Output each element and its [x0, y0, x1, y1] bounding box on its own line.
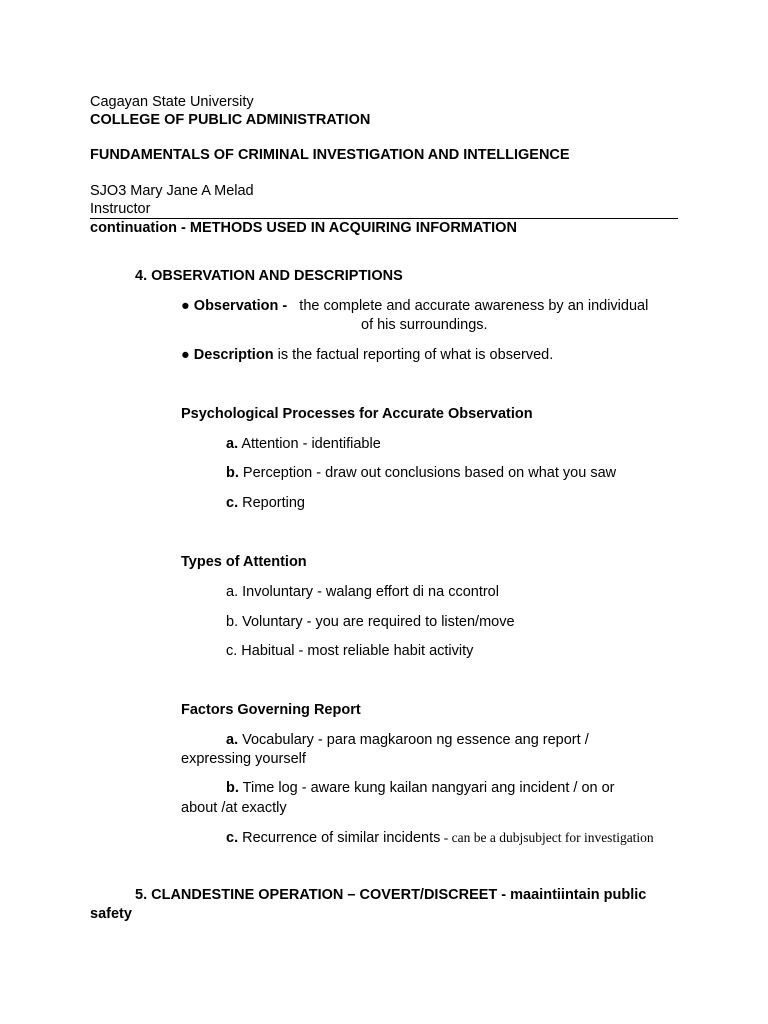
- factor-item-text: Time log - aware kung kailan nangyari ang incident / on or: [238, 780, 615, 796]
- description-def: is the factual reporting of what is observed.: [273, 347, 554, 363]
- observation-definition: [181, 297, 648, 315]
- psych-item-text: Perception - draw out conclusions based on what you saw: [238, 465, 617, 481]
- psych-item-letter: b.: [226, 465, 239, 481]
- factor-item-letter: b.: [226, 780, 239, 796]
- psych-item-a: [226, 435, 381, 453]
- instructor-role: Instructor: [90, 201, 151, 217]
- psych-processes-heading: Psychological Processes for Accurate Observation: [181, 406, 533, 422]
- university-name: Cagayan State University: [90, 94, 254, 110]
- attention-item-b: b. Voluntary - you are required to listen/move: [226, 614, 515, 630]
- factor-item-letter: a.: [226, 732, 239, 748]
- factor-item-a: [226, 731, 589, 749]
- section-5-heading: 5. CLANDESTINE OPERATION – COVERT/DISCREET - maaintiintain public: [135, 887, 647, 903]
- course-title: FUNDAMENTALS OF CRIMINAL INVESTIGATION AND INTELLIGENCE: [90, 147, 570, 163]
- observation-def-line1: the complete and accurate awareness by an individual: [299, 298, 649, 314]
- psych-item-b: [226, 464, 616, 482]
- factor-item-c: [226, 829, 654, 847]
- description-term: ● Description: [181, 347, 274, 363]
- continuation-heading: continuation - METHODS USED IN ACQUIRING INFORMATION: [90, 220, 517, 236]
- section-4-heading: 4. OBSERVATION AND DESCRIPTIONS: [135, 268, 403, 284]
- observation-def-line2: of his surroundings.: [361, 317, 488, 333]
- psych-item-text: Attention - identifiable: [238, 436, 381, 452]
- factor-item-b-cont: about /at exactly: [181, 800, 287, 816]
- college-name: COLLEGE OF PUBLIC ADMINISTRATION: [90, 112, 371, 128]
- types-of-attention-heading: Types of Attention: [181, 554, 307, 570]
- psych-item-text: Reporting: [238, 495, 305, 511]
- factor-item-a-cont: expressing yourself: [181, 751, 306, 767]
- factor-item-note: - can be a dubjsubject for investigation: [440, 830, 654, 845]
- factor-item-letter: c.: [226, 830, 239, 846]
- psych-item-letter: c.: [226, 495, 239, 511]
- factor-item-b: [226, 779, 615, 797]
- factor-item-text: Vocabulary - para magkaroon ng essence ang report /: [238, 732, 589, 748]
- psych-item-c: [226, 494, 305, 512]
- attention-item-c: c. Habitual - most reliable habit activity: [226, 643, 474, 659]
- section-5-heading-cont: safety: [90, 906, 132, 922]
- observation-term: ● Observation -: [181, 298, 288, 314]
- psych-item-letter: a.: [226, 436, 239, 452]
- description-definition: [181, 346, 553, 364]
- attention-item-a: a. Involuntary - walang effort di na ccontrol: [226, 584, 499, 600]
- factors-governing-report-heading: Factors Governing Report: [181, 702, 361, 718]
- factor-item-text: Recurrence of similar incidents: [238, 830, 441, 846]
- instructor-name: SJO3 Mary Jane A Melad: [90, 183, 254, 199]
